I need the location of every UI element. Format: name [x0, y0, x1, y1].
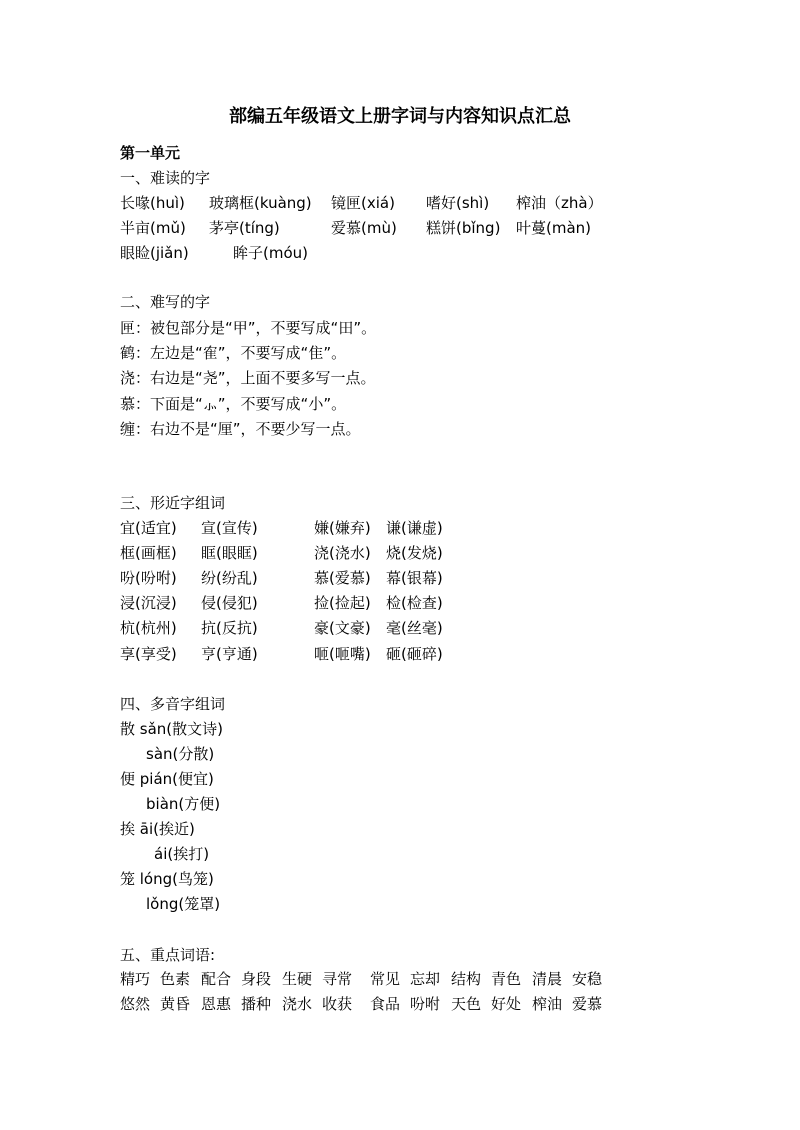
section-heading-key-words: 五、重点词语:	[120, 946, 216, 964]
key-words-row	[120, 969, 620, 989]
polyphonic-item: ái(挨打)	[154, 845, 210, 863]
section-heading-similar-chars: 三、形近字组词	[120, 494, 226, 512]
word-item: 框(画框)	[120, 544, 177, 562]
word-item: 安稳	[572, 970, 603, 988]
word-item: 享(享受)	[120, 645, 177, 663]
hard-to-write-item: 匣：被包部分是“甲”，不要写成“田”。	[120, 319, 377, 337]
word-item: 侵(侵犯)	[201, 594, 258, 612]
word-item: 播种	[241, 995, 272, 1013]
polyphonic-item: 散 sǎn(散文诗)	[120, 720, 223, 738]
word-item: 宜(适宜)	[120, 519, 177, 537]
word-item: 半亩(mǔ)	[120, 219, 186, 237]
word-item: 长喙(huì)	[120, 194, 185, 212]
word-item: 青色	[491, 970, 522, 988]
word-item: 食品	[370, 995, 401, 1013]
word-item: 清晨	[532, 970, 563, 988]
polyphonic-item: 笼 lóng(鸟笼)	[120, 870, 214, 888]
polyphonic-item: lǒng(笼罩)	[146, 895, 221, 913]
hard-to-read-row	[120, 243, 680, 263]
word-item: 宣(宣传)	[201, 519, 258, 537]
word-item: 砸(砸碎)	[386, 645, 443, 663]
section-heading-hard-to-read: 一、难读的字	[120, 169, 211, 187]
word-item: 烧(发烧)	[386, 544, 443, 562]
word-item: 纷(纷乱)	[201, 569, 258, 587]
word-item: 忘却	[410, 970, 441, 988]
word-item: 糕饼(bǐng)	[426, 219, 501, 237]
hard-to-write-item: 鹤：左边是“隺”，不要写成“隹”。	[120, 344, 347, 362]
similar-chars-row	[120, 593, 480, 613]
word-item: 浸(沉浸)	[120, 594, 177, 612]
unit-heading: 第一单元	[120, 144, 181, 162]
word-item: 谦(谦虚)	[386, 519, 443, 537]
section-heading-polyphonic: 四、多音字组词	[120, 695, 226, 713]
word-item: 榨油	[532, 995, 563, 1013]
word-item: 黄昏	[160, 995, 191, 1013]
word-item: 叶蔓(màn)	[516, 219, 592, 237]
word-item: 吩(吩咐)	[120, 569, 177, 587]
word-item: 色素	[160, 970, 191, 988]
word-item: 身段	[241, 970, 272, 988]
hard-to-read-row	[120, 218, 680, 238]
word-item: 杭(杭州)	[120, 619, 177, 637]
word-item: 恩惠	[201, 995, 232, 1013]
word-item: 精巧	[120, 970, 151, 988]
word-item: 眼睑(jiǎn)	[120, 244, 189, 262]
word-item: 悠然	[120, 995, 151, 1013]
word-item: 嫌(嫌弃)	[314, 519, 371, 537]
word-item: 好处	[491, 995, 522, 1013]
word-item: 浇水	[282, 995, 313, 1013]
word-item: 爱慕	[572, 995, 603, 1013]
word-item: 咂(咂嘴)	[314, 645, 371, 663]
polyphonic-item: biàn(方便)	[146, 795, 221, 813]
word-item: 吩咐	[410, 995, 441, 1013]
similar-chars-row	[120, 618, 480, 638]
word-item: 毫(丝毫)	[386, 619, 443, 637]
word-item: 抗(反抗)	[201, 619, 258, 637]
polyphonic-item: 挨 āi(挨近)	[120, 820, 195, 838]
word-item: 嗜好(shì)	[426, 194, 490, 212]
word-item: 浇(浇水)	[314, 544, 371, 562]
word-item: 豪(文豪)	[314, 619, 371, 637]
key-words-row	[120, 994, 620, 1014]
word-item: 亨(亨通)	[201, 645, 258, 663]
word-item: 眶(眼眶)	[201, 544, 258, 562]
word-item: 榨油（zhà）	[516, 194, 603, 212]
word-item: 爱慕(mù)	[331, 219, 397, 237]
word-item: 结构	[451, 970, 482, 988]
word-item: 生硬	[282, 970, 313, 988]
word-item: 慕(爱慕)	[314, 569, 371, 587]
word-item: 眸子(móu)	[233, 244, 309, 262]
similar-chars-row	[120, 518, 480, 538]
word-item: 寻常	[322, 970, 353, 988]
hard-to-write-item: 慕：下面是“⺗”，不要写成“小”。	[120, 395, 347, 413]
document-title: 部编五年级语文上册字词与内容知识点汇总	[229, 106, 571, 127]
hard-to-read-row	[120, 193, 680, 213]
word-item: 常见	[370, 970, 401, 988]
similar-chars-row	[120, 644, 480, 664]
word-item: 天色	[451, 995, 482, 1013]
polyphonic-item: sàn(分散)	[146, 745, 215, 763]
word-item: 配合	[201, 970, 232, 988]
word-item: 检(检查)	[386, 594, 443, 612]
similar-chars-row	[120, 543, 480, 563]
word-item: 捡(捡起)	[314, 594, 371, 612]
hard-to-write-item: 缠：右边不是“厘”，不要少写一点。	[120, 420, 361, 438]
word-item: 玻璃框(kuàng)	[209, 194, 312, 212]
hard-to-write-item: 浇：右边是“尧”，上面不要多写一点。	[120, 369, 376, 387]
word-item: 镜匣(xiá)	[331, 194, 395, 212]
polyphonic-item: 便 pián(便宜)	[120, 770, 214, 788]
word-item: 幕(银幕)	[386, 569, 443, 587]
word-item: 收获	[322, 995, 353, 1013]
section-heading-hard-to-write: 二、难写的字	[120, 293, 211, 311]
similar-chars-row	[120, 568, 480, 588]
word-item: 茅亭(tíng)	[209, 219, 280, 237]
